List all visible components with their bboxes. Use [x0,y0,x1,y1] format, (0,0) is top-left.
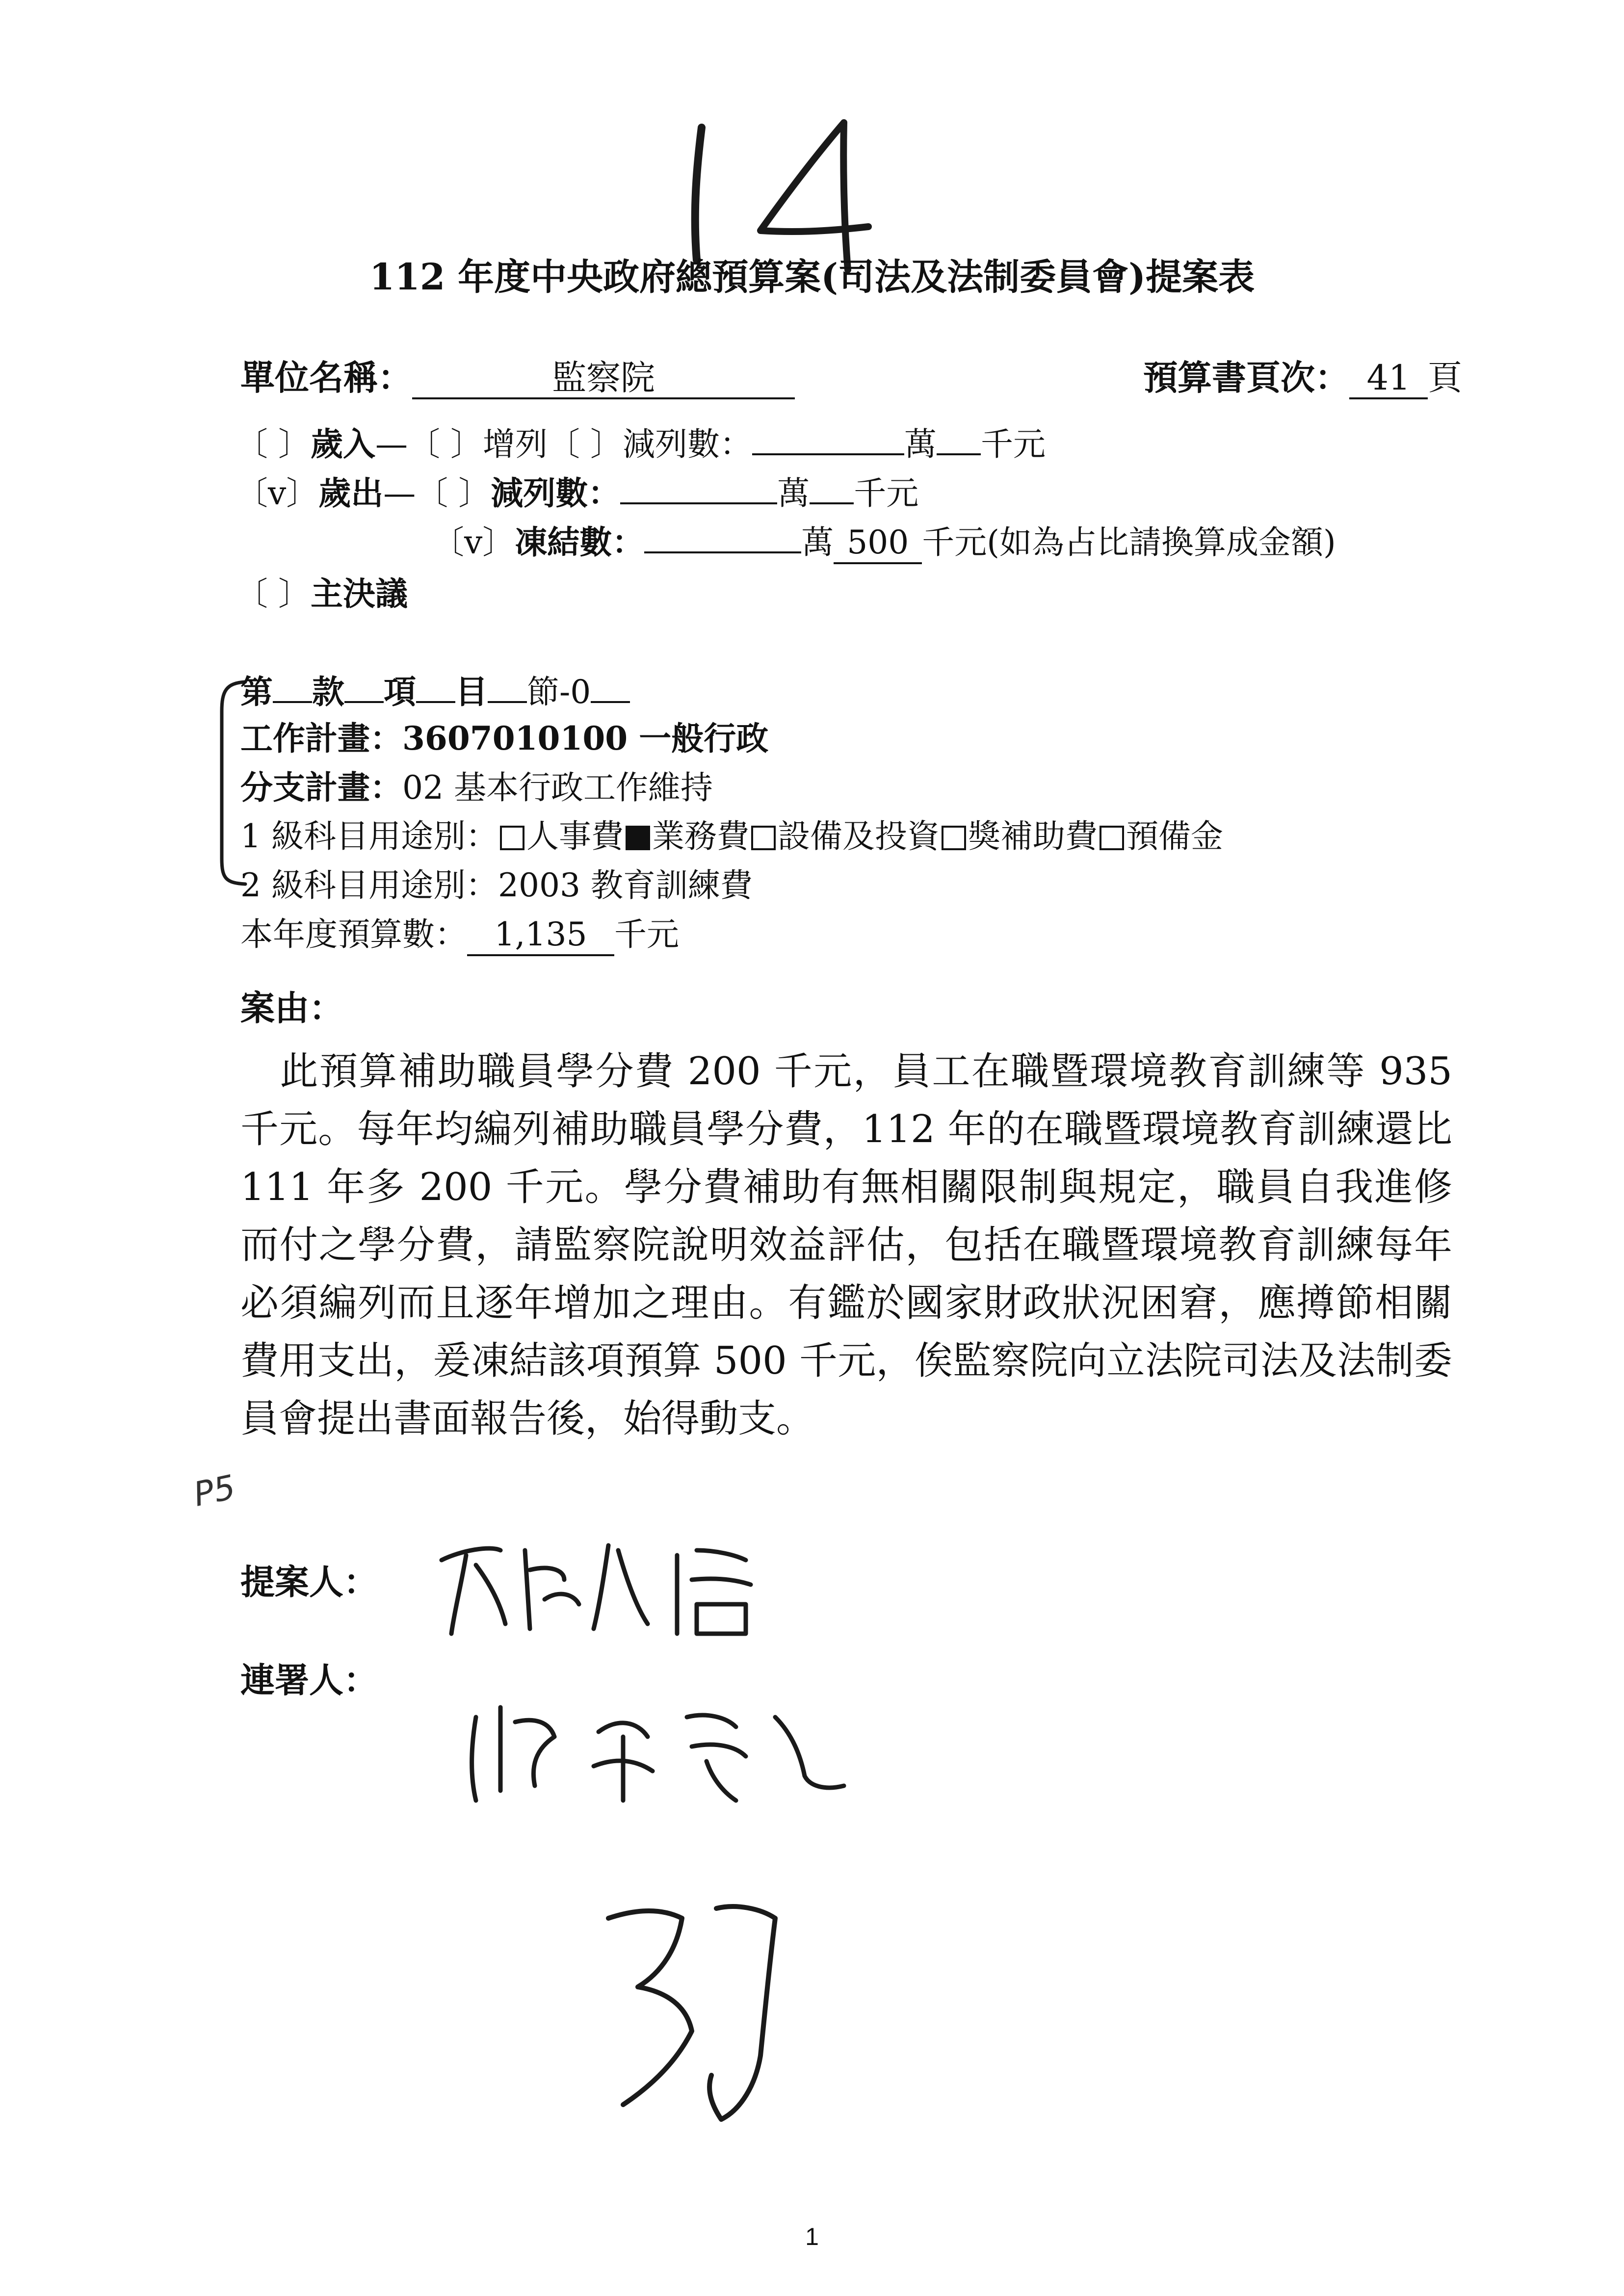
main-resolution-row [236,572,408,616]
budget-page-label: 預算書頁次： [1143,357,1349,398]
revenue-unit2: 千元 [980,425,1046,463]
main-resolution-label: 主決議 [310,574,408,613]
unit-value: 監察院 [412,358,795,399]
level2-value: 2003 教育訓練費 [498,866,753,904]
level1-item-subsidies: 獎補助費 [968,817,1098,855]
cosigner-label: 連署人： [240,1660,378,1700]
proposer-signature [432,1531,805,1644]
section-field-2[interactable] [344,701,384,703]
work-plan-value: 3607010100 一般行政 [402,719,769,757]
section-field-4[interactable] [488,701,527,703]
revenue-sub-mark: —〔 〕增列〔 〕 [375,425,623,463]
document-title: 112 年度中央政府總預算案(司法及法制委員會)提案表 [369,256,1255,298]
section-field-3[interactable] [416,701,455,703]
reason-paragraph [240,1043,1452,1448]
freeze-unit2: 千元(如為占比請換算成金額) [922,523,1336,561]
budget-page-value: 41 [1349,358,1428,399]
freeze-unit1: 萬 [801,523,834,561]
reason-text: 此預算補助職員學分費 200 千元，員工在職暨環境教育訓練等 935 千元。每年均編列補助職員學分費，112 年的在職暨環境教育訓練還比 111 年多 200 千元。學分費補助有無相關限制與規定，職員自我進修而付之學分費，請監察院說明效益評估，包括在職暨環境教育訓練每年必須編列而且逐年增加之理由。有鑑於國家財政狀況困窘，應撙節相關費用支出，爰凍結該項預算 500 千元，俟監察院向立法院司法及法制委員會提出書面報告後，始得動支。 [240,1049,1452,1441]
expenditure-unit1: 萬 [777,474,810,512]
freeze-row [432,520,1336,565]
section-label-3: 項 [384,673,416,711]
cosigner-signature-1 [461,1688,864,1815]
section-label-4: 目 [455,673,488,711]
level2-row [240,863,753,908]
revenue-row [236,422,1046,467]
revenue-label: 歲入 [310,425,375,463]
freeze-checkbox[interactable]: 〔v〕 [432,523,515,561]
expenditure-label: 歲出 [318,474,384,512]
freeze-amount-field[interactable] [644,551,801,553]
section-field-5[interactable] [591,701,630,703]
reason-heading: 案由： [240,988,343,1028]
level1-item-reserve: 預備金 [1126,817,1223,855]
checkbox-subsidies[interactable] [942,826,966,850]
branch-plan-label: 分支計畫： [240,768,402,807]
budget-page-row [1143,356,1462,400]
expenditure-unit2: 千元 [854,474,919,512]
freeze-value[interactable]: 500 [834,523,922,564]
branch-plan-value: 02 基本行政工作維持 [402,769,713,807]
section-field-1[interactable] [273,701,312,703]
level1-item-equipment: 設備及投資 [777,817,940,855]
expenditure-checkbox[interactable]: 〔v〕 [236,474,319,512]
checkbox-equipment[interactable] [751,826,776,850]
revenue-sub-label: 減列數： [622,425,752,463]
checkbox-personnel[interactable] [500,826,524,850]
level1-item-operations: 業務費 [652,817,749,855]
annotation-note: P5 [190,1468,239,1514]
unit-row [240,356,795,400]
level1-row [240,814,1223,859]
current-budget-label: 本年度預算數： [240,915,467,953]
expenditure-sub-mark: —〔 〕 [383,474,491,512]
cosigner-signature-2 [579,1889,824,2134]
section-label-2: 款 [312,673,344,711]
section-line [240,670,630,714]
checkbox-reserve[interactable] [1100,826,1124,850]
main-resolution-checkbox[interactable]: 〔 〕 [236,575,311,613]
section-label-5: 節-0 [527,673,591,711]
revenue-amount-field[interactable] [752,453,904,455]
unit-label: 單位名稱： [240,357,412,398]
work-plan-row [240,716,768,760]
branch-plan-row [240,765,713,810]
expenditure-amount-small-field[interactable] [810,502,854,504]
freeze-label: 凍結數： [515,523,645,561]
current-budget-row [240,913,679,957]
level2-label: 2 級科目用途別： [240,866,498,904]
section-label-1: 第 [240,673,273,711]
revenue-amount-small-field[interactable] [937,453,981,455]
work-plan-label: 工作計畫： [240,719,402,757]
expenditure-sub-label: 減列數： [491,474,621,512]
current-budget-unit: 千元 [614,915,679,953]
revenue-checkbox[interactable]: 〔 〕 [236,425,311,463]
proposer-label: 提案人： [240,1562,378,1602]
revenue-unit1: 萬 [904,425,937,463]
budget-page-suffix: 頁 [1428,358,1462,398]
page-number: 1 [805,2223,819,2250]
current-budget-value: 1,135 [467,915,614,956]
expenditure-row [236,471,918,516]
level1-label: 1 級科目用途別： [240,817,498,855]
level1-item-personnel: 人事費 [526,817,624,855]
expenditure-amount-field[interactable] [620,502,777,504]
checkbox-operations[interactable] [626,826,650,850]
